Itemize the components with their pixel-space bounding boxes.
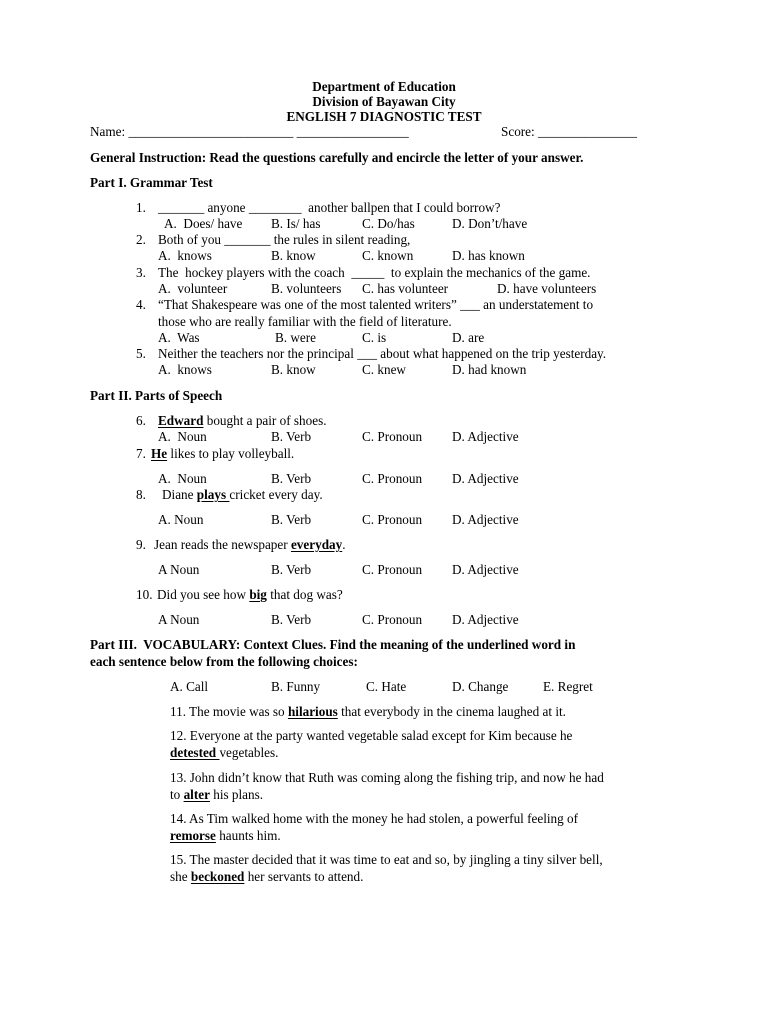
q9-number: 9. [136, 537, 146, 552]
q7-choice-c[interactable]: C. Pronoun [362, 471, 423, 486]
q4-choice-b[interactable]: B. were [275, 330, 317, 345]
q10-choice-a[interactable]: A Noun [158, 612, 200, 627]
q9-choice-c[interactable]: C. Pronoun [362, 562, 423, 577]
q1-choice-d[interactable]: D. Don’t/have [452, 216, 528, 231]
q13-text-line2: to alter his plans. [170, 787, 264, 802]
vocab-choice-a: A. Call [170, 679, 209, 694]
general-instruction: General Instruction: Read the questions carefully and encircle the letter of your answer. [90, 150, 584, 165]
q4-choice-a[interactable]: A. Was [158, 330, 200, 345]
q9-keyword: everyday [290, 537, 343, 552]
q3-choice-b[interactable]: B. volunteers [271, 281, 342, 296]
q2-choice-a[interactable]: A. knows [158, 248, 212, 263]
q9-choice-b[interactable]: B. Verb [271, 562, 312, 577]
vocab-choice-c: C. Hate [366, 679, 407, 694]
vocab-choice-b: B. Funny [271, 679, 321, 694]
q14-text-line1: 14. As Tim walked home with the money he had stolen, a powerful feeling of [170, 811, 579, 826]
q12-text-line1: 12. Everyone at the party wanted vegetable salad except for Kim because he [170, 728, 573, 743]
q8-choice-b[interactable]: B. Verb [271, 512, 312, 527]
q5-choice-d[interactable]: D. had known [452, 362, 527, 377]
q8-choice-d[interactable]: D. Adjective [452, 512, 519, 527]
q9-choice-a[interactable]: A Noun [158, 562, 200, 577]
score-field[interactable] [501, 124, 637, 140]
q7-keyword: He [151, 446, 168, 461]
q1-choice-b[interactable]: B. Is/ has [271, 216, 321, 231]
q12-keyword: detested [170, 745, 220, 760]
name-label: Name: [90, 124, 129, 139]
name-blank: _________________________ _________________ [128, 124, 409, 139]
q6-number: 6. [136, 413, 146, 428]
q10-choice-d[interactable]: D. Adjective [452, 612, 519, 627]
q10-number: 10. [136, 587, 153, 602]
score-label: Score: [501, 124, 538, 139]
q5-choice-c[interactable]: C. knew [362, 362, 406, 377]
q5-number: 5. [136, 346, 146, 361]
q7-text: He likes to play volleyball. [151, 446, 295, 461]
q3-choice-d[interactable]: D. have volunteers [497, 281, 597, 296]
q4-choice-d[interactable]: D. are [452, 330, 485, 345]
q2-choice-b[interactable]: B. know [271, 248, 316, 263]
q13-keyword: alter [183, 787, 210, 802]
q7-number: 7. [136, 446, 146, 461]
q8-choice-c[interactable]: C. Pronoun [362, 512, 423, 527]
q1-choice-c[interactable]: C. Do/has [362, 216, 415, 231]
q14-keyword: remorse [170, 828, 216, 843]
q11-keyword: hilarious [287, 704, 338, 719]
q4-text-line2: those who are really familiar with the field of literature. [158, 314, 452, 329]
q6-choice-a[interactable]: A. Noun [158, 429, 207, 444]
q3-choice-c[interactable]: C. has volunteer [362, 281, 449, 296]
q15-text-line1: 15. The master decided that it was time to eat and so, by jingling a tiny silver bell, [170, 852, 603, 867]
q7-choice-b[interactable]: B. Verb [271, 471, 312, 486]
q2-number: 2. [136, 232, 146, 247]
q1-choice-a[interactable]: A. Does/ have [164, 216, 243, 231]
q1-text: _______ anyone ________ another ballpen that I could borrow? [158, 200, 501, 215]
q14-text-line2: remorse haunts him. [170, 828, 281, 843]
q3-text: The hockey players with the coach _____ to explain the mechanics of the game. [158, 265, 591, 280]
q13-text-line1: 13. John didn’t know that Ruth was coming along the fishing trip, and now he had [170, 770, 604, 785]
q6-keyword: Edward [158, 413, 204, 428]
q11-text: 11. The movie was so hilarious that everybody in the cinema laughed at it. [170, 704, 566, 719]
q8-number: 8. [136, 487, 146, 502]
part2-title: Part II. Parts of Speech [90, 388, 223, 403]
q3-number: 3. [136, 265, 146, 280]
q2-choice-c[interactable]: C. known [362, 248, 414, 263]
q4-text-line1: “That Shakespeare was one of the most talented writers” ___ an understatement to [158, 297, 594, 312]
q5-text: Neither the teachers nor the principal ___ about what happened on the trip yesterday. [158, 346, 607, 361]
q10-choice-c[interactable]: C. Pronoun [362, 612, 423, 627]
q2-text: Both of you _______ the rules in silent reading, [158, 232, 411, 247]
name-field[interactable] [90, 124, 409, 140]
q12-text-line2: detested vegetables. [170, 745, 279, 760]
q15-text-line2: she beckoned her servants to attend. [170, 869, 364, 884]
q9-choice-d[interactable]: D. Adjective [452, 562, 519, 577]
part1-title: Part I. Grammar Test [90, 175, 213, 190]
q6-text: Edward bought a pair of shoes. [158, 413, 327, 428]
header-division: Division of Bayawan City [312, 94, 456, 109]
q7-choice-d[interactable]: D. Adjective [452, 471, 519, 486]
q5-choice-a[interactable]: A. knows [158, 362, 212, 377]
header-department: Department of Education [312, 79, 456, 94]
q6-choice-b[interactable]: B. Verb [271, 429, 312, 444]
part3-title-line1: Part III. VOCABULARY: Context Clues. Find the meaning of the underlined word in [90, 637, 576, 652]
q8-keyword: plays [196, 487, 230, 502]
q3-choice-a[interactable]: A. volunteer [158, 281, 228, 296]
q4-number: 4. [136, 297, 146, 312]
q1-number: 1. [136, 200, 146, 215]
q9-text: Jean reads the newspaper everyday. [154, 537, 346, 552]
q15-keyword: beckoned [190, 869, 245, 884]
q7-choice-a[interactable]: A. Noun [158, 471, 207, 486]
q8-choice-a[interactable]: A. Noun [158, 512, 204, 527]
q10-choice-b[interactable]: B. Verb [271, 612, 312, 627]
q10-text: Did you see how big that dog was? [157, 587, 343, 602]
vocab-choice-d: D. Change [452, 679, 509, 694]
q5-choice-b[interactable]: B. know [271, 362, 316, 377]
part3-title-line2: each sentence below from the following choices: [90, 654, 358, 669]
q2-choice-d[interactable]: D. has known [452, 248, 525, 263]
q6-choice-c[interactable]: C. Pronoun [362, 429, 423, 444]
q6-choice-d[interactable]: D. Adjective [452, 429, 519, 444]
q8-text: Diane plays cricket every day. [162, 487, 323, 502]
vocab-choice-e: E. Regret [543, 679, 593, 694]
score-blank: _______________ [538, 124, 637, 139]
q4-choice-c[interactable]: C. is [362, 330, 387, 345]
page-title: ENGLISH 7 DIAGNOSTIC TEST [286, 109, 482, 124]
q10-keyword: big [249, 587, 267, 602]
